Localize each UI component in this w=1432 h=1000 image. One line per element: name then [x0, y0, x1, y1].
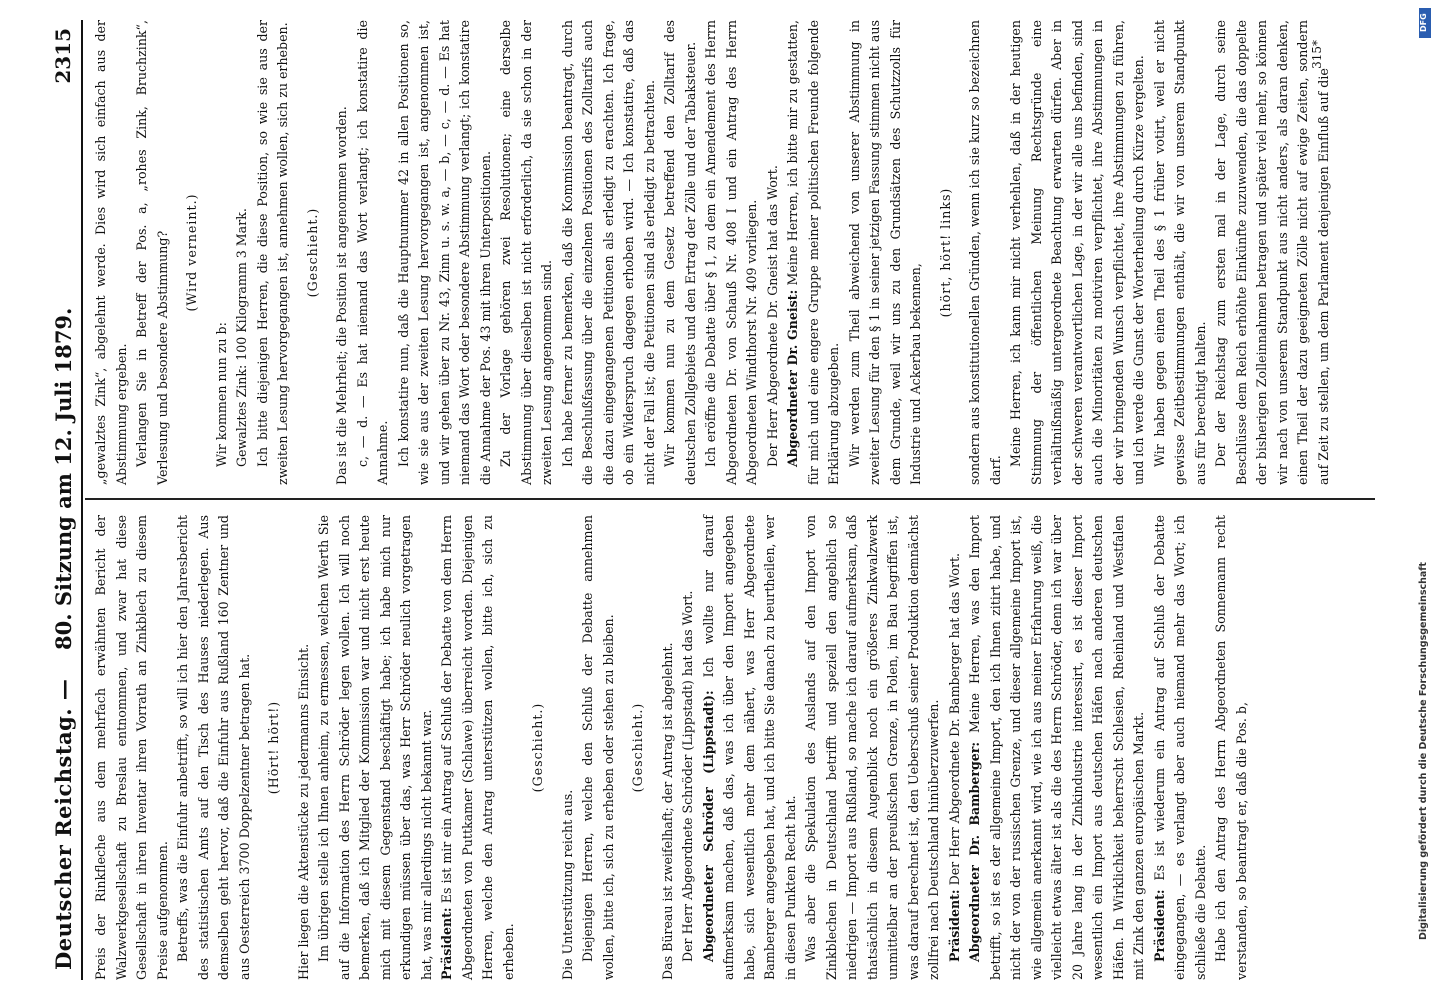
interjection: (Geschieht.) [530, 702, 545, 793]
running-title: Deutscher Reichstag. — [51, 678, 76, 970]
speaker-name: Abgeordneter Dr. Bamberger: [967, 741, 982, 962]
speaker-name: Präsident: [1151, 889, 1167, 962]
paragraph: Habe ich den Antrag des Herrn Abgeordneten Sonnemann recht verstanden, so beantragt er, daß die Pos. b, [1213, 515, 1249, 980]
interjection: (Geschieht.) [630, 702, 645, 793]
header-rule [81, 20, 83, 980]
paragraph: sondern aus konstitutionellen Gründen, wenn ich sie kurz so bezeichnen darf. [967, 20, 1003, 485]
rotated-page [45, 20, 1385, 980]
paragraph: Betreffs, was die Einfuhr anbetrifft, so will ich hier den Jahresbericht des statistischen Amts auf den Tisch des Hauses niederlegen. Aus demselben geht hervor, daß die Einfuhr aus Rußland 160 Zentner und aus Oesterreich 3700 Doppelzentner betragen hat. [175, 515, 252, 980]
page-number: 2315 [51, 28, 75, 84]
paragraph [783, 20, 845, 485]
signature-mark: 315* [1310, 40, 1324, 69]
paragraph: Der Herr Abgeordnete Dr. Gneist hat das Wort. [764, 165, 780, 467]
session-title: 80. Sitzung am 12. Juli 1879. [51, 307, 76, 650]
paragraph-text: Es ist wiederum ein Antrag auf Schluß der Debatte eingegangen, — es verlangt aber auch niemand mehr das Wort; ich schließe die Debatte. [1151, 515, 1208, 980]
paragraph: c, — d. — Es hat niemand das Wort verlangt; ich konstatire die Annahme. [354, 20, 390, 485]
interjection: (hört, hört! links) [937, 187, 953, 318]
paragraph: Gewalztes Zink: 100 Kilogramm 3 Mark. [234, 208, 249, 467]
paragraph: Der der Reichstag zum ersten mal in der Lage, durch seine Beschlüsse dem Reich erhöhte Einkünfte zuzuwenden, die das doppelte der bisherigen Zolleinnahmen betragen und später viel mehr, so können wir nach von unserem Standpunkt aus nicht anders, als daran denken, einen Theil der dazu geeigneten Zölle nicht auf ewige Zeiten, sondern auf Zeit zu stellen, um dem Parlament denjenigen Einfluß auf die [1213, 20, 1331, 485]
interjection: (Hört! hört!) [266, 700, 281, 795]
speaker-name: Präsident: [439, 907, 454, 980]
interjection: (Geschieht.) [304, 207, 320, 298]
paragraph: Wir werden zum Theil abweichend von unserer Abstimmung in zweiter Lesung für den § 1 in seiner jetzigen Fassung stimmen nicht aus dem Grunde, weil wir uns zu den Grundsätzen des Schutzzolls für Industrie und Ackerbau bekennen, [846, 20, 923, 485]
dfg-strip [1418, 0, 1432, 1000]
paragraph: Wir haben gegen einen Theil des § 1 früher votirt, weil er nicht gewisse Zeitbestimmungen enthält, die wir von unserem Standpunkt aus für berechtigt halten. [1151, 20, 1208, 485]
column-divider [85, 498, 1375, 500]
paragraph: Hier liegen die Aktenstücke zu jedermanns Einsicht. [295, 643, 311, 980]
paragraph: Ich habe ferner zu bemerken, daß die Kommission beantragt, durch die Beschlußfassung über die einzelnen Positionen des Zolltarifs auch die dazu eingegangenen Petitionen als erledigt zu erachten. Ich frage, ob ein Widerspruch dagegen erhoben wird. — Ich konstatire, daß das nicht der Fall ist; die Petitionen sind als erledigt zu betrachten. [559, 20, 657, 485]
paragraph: Im übrigen stelle ich Ihnen anheim, zu ermessen, welchen Werth Sie auf die Information des Herrn Schröder legen wollen. Ich will noch bemerken, daß ich Mitglied der Kommission war und nicht erst heute mich mit diesem Gegenstand beschäftigt habe; ich habe mich nur erkundigen müssen über das, was Herr Schröder neulich vorgetragen hat, was mir allerdings nicht bekannt war. [316, 515, 434, 980]
paragraph: Was aber die Spekulation des Auslands auf den Import von Zinkblechen in Deutschland betrifft und speziell den angeblich so niedrigen — Import aus Rußland, so mache ich darauf aufmerksam, daß thatsächlich in diesem Augenblick noch ein größeres Zinkwalzwerk unmittelbar an der preußischen Grenze, in Polen, im Bau begriffen ist, was darauf berechnet ist, den Ueberschuß seiner Produktion demnächst zollfrei nach Deutschland hinüberzuwerfen. [803, 515, 941, 980]
right-column [91, 20, 1334, 485]
paragraph-text: Ich wollte nur darauf aufmerksam machen, daß das, was ich über den Import angegeben habe, sich wesentlich mehr dem nähert, was Herr Abgeordnete Bamberger angegeben hat, und ich bitte Sie danach zu beurtheilen, wer in diesen Punkten Recht hat. [700, 515, 798, 980]
paragraph-text: Meine Herren, ich bitte mir zu gestatten, für mich und eine engere Gruppe meiner politischen Freunde folgende Erklärung abzugeben. [785, 19, 841, 485]
paragraph: Der Herr Abgeordnete Schröder (Lippstadt) hat das Wort. [680, 590, 695, 962]
interjection: (Wird verneint.) [184, 193, 199, 312]
paragraph-text: Es ist mir ein Antrag auf Schluß der Debatte von dem Herrn Abgeordneten von Puttkamer (Schlawe) überreicht worden. Diejenigen Herren, welche den Antrag unterstützen wollen, bitte ich, sich zu erheben. [439, 515, 516, 980]
paragraph: Preis der Rinkfleche aus dem mehrfach erwähnten Bericht der Walzwerkgesellschaft zu Breslau entnommen, und zwar hat diese Gesellschaft in ihren Inventar ihren Vorrath an Zinkblech zu diesem Preise aufgenommen. [93, 515, 170, 980]
speaker-name: Abgeordneter Dr. Gneist: [785, 289, 800, 467]
paragraph: Diejenigen Herren, welche den Schluß der Debatte annehmen wollen, bitte ich, sich zu erheben oder stehen zu bleiben. [580, 515, 616, 980]
paragraph: Die Unterstützung reicht aus. [559, 789, 575, 980]
paragraph: Ich konstatire nun, daß die Hauptnummer 42 in allen Positionen so, wie sie aus der zweiten Lesung hervorgegangen ist, angenommen ist, und wir gehen über zu Nr. 43, Zinn u. s. w. a, — b, — c, — d. — Es hat niemand das Wort oder besondere Abstimmung verlangt; ich konstatire die Annahme der Pos. 43 mit ihren Unterpositionen. [395, 20, 493, 485]
paragraph: Ich bitte diejenigen Herren, die diese Position, so wie sie aus der zweiten Lesung hervorgegangen ist, annehmen wollen, sich zu erheben. [254, 20, 290, 485]
paragraph: „gewalztes Zink“, abgelehnt werde. Dies wird sich einfach aus der Abstimmung ergeben. [93, 20, 129, 485]
paragraph [945, 515, 966, 980]
paragraph: Wir kommen nun zu dem Gesetz betreffend den Zolltarif des deutschen Zollgebiets und den Ertrag der Zölle und der Tabaksteuer. [662, 20, 698, 485]
paragraph: Das Büreau ist zweifelhaft; der Antrag ist abgelehnt. [659, 642, 675, 980]
paragraph [1150, 515, 1212, 980]
paragraph: Zu der Vorlage gehören zwei Resolutionen; eine derselbe Abstimmung über dieselben ist nicht erforderlich, da sie schon in der zweiten Lesung angenommen sind. [498, 20, 554, 485]
paragraph [965, 515, 1150, 980]
left-column [91, 515, 1252, 980]
digitization-credit: Digitalisierung gefördert durch die Deutsche Forschungsgemeinschaft [1418, 562, 1429, 940]
paragraph: Ich eröffne die Debatte über § 1, zu dem ein Amendement des Herrn Abgeordneten Dr. von Schauß Nr. 408 I und ein Antrag des Herrn Abgeordneten Windthorst Nr. 409 vorliegen. [703, 20, 759, 485]
paragraph-text: Meine Herren, was den Import betrifft, so ist es der allgemeine Import, den ich Ihnen zitirt habe, und nicht der von der russischen Grenze, und dieser allgemeine Import ist, wie allgemein anerkannt wird, wie ich aus meiner Erfahrung weiß, die vielleicht etwas älter ist als die des Herrn Schröder, denn ich war über 20 Jahre lang in der Zinkindustrie interessirt, es ist dieser Import wesentlich ein Import aus deutschen Häfen nach anderen deutschen Häfen. In Wirklichkeit beherrscht Schlesien, Rheinland und Westfalen mit Zink den ganzen europäischen Markt. [967, 515, 1146, 980]
paragraph: Wir kommen nun zu b: [213, 322, 229, 467]
paragraph: Meine Herren, ich kann mir nicht verhehlen, daß in der heutigen Stimmung der öffentlichen Meinung Rechtsgründe eine verhältnißmäßig untergeordnete Beachtung erwarten dürfen. Aber in der schweren verantwortlichen Lage, in der wir alle uns befinden, sind auch die Minoritäten zu motiviren verpflichtet, ihre Abstimmungen in der wir bringenden Wunsch verpflichtet, ihre Abstimmungen zu führen, und ich werde die Gunst der Worterheilung durch Kürze vergelten. [1008, 20, 1146, 485]
paragraph [699, 515, 802, 980]
paragraph: Verlangen Sie in Betreff der Pos. a, „rohes Zink, Bruchzink“, Verlesung und besondere Abstimmung? [134, 20, 170, 485]
paragraph: Das ist die Mehrheit; die Position ist angenommen worden. [334, 106, 349, 485]
dfg-logo: DFG [1419, 8, 1431, 38]
paragraph [437, 515, 519, 980]
speaker-name: Präsident: [946, 889, 962, 962]
paragraph-text: Der Herr Abgeordnete Dr. Bamberger hat das Wort. [946, 552, 962, 890]
page-header [45, 20, 85, 980]
speaker-name: Abgeordneter Schröder (Lippstadt): [700, 690, 716, 962]
